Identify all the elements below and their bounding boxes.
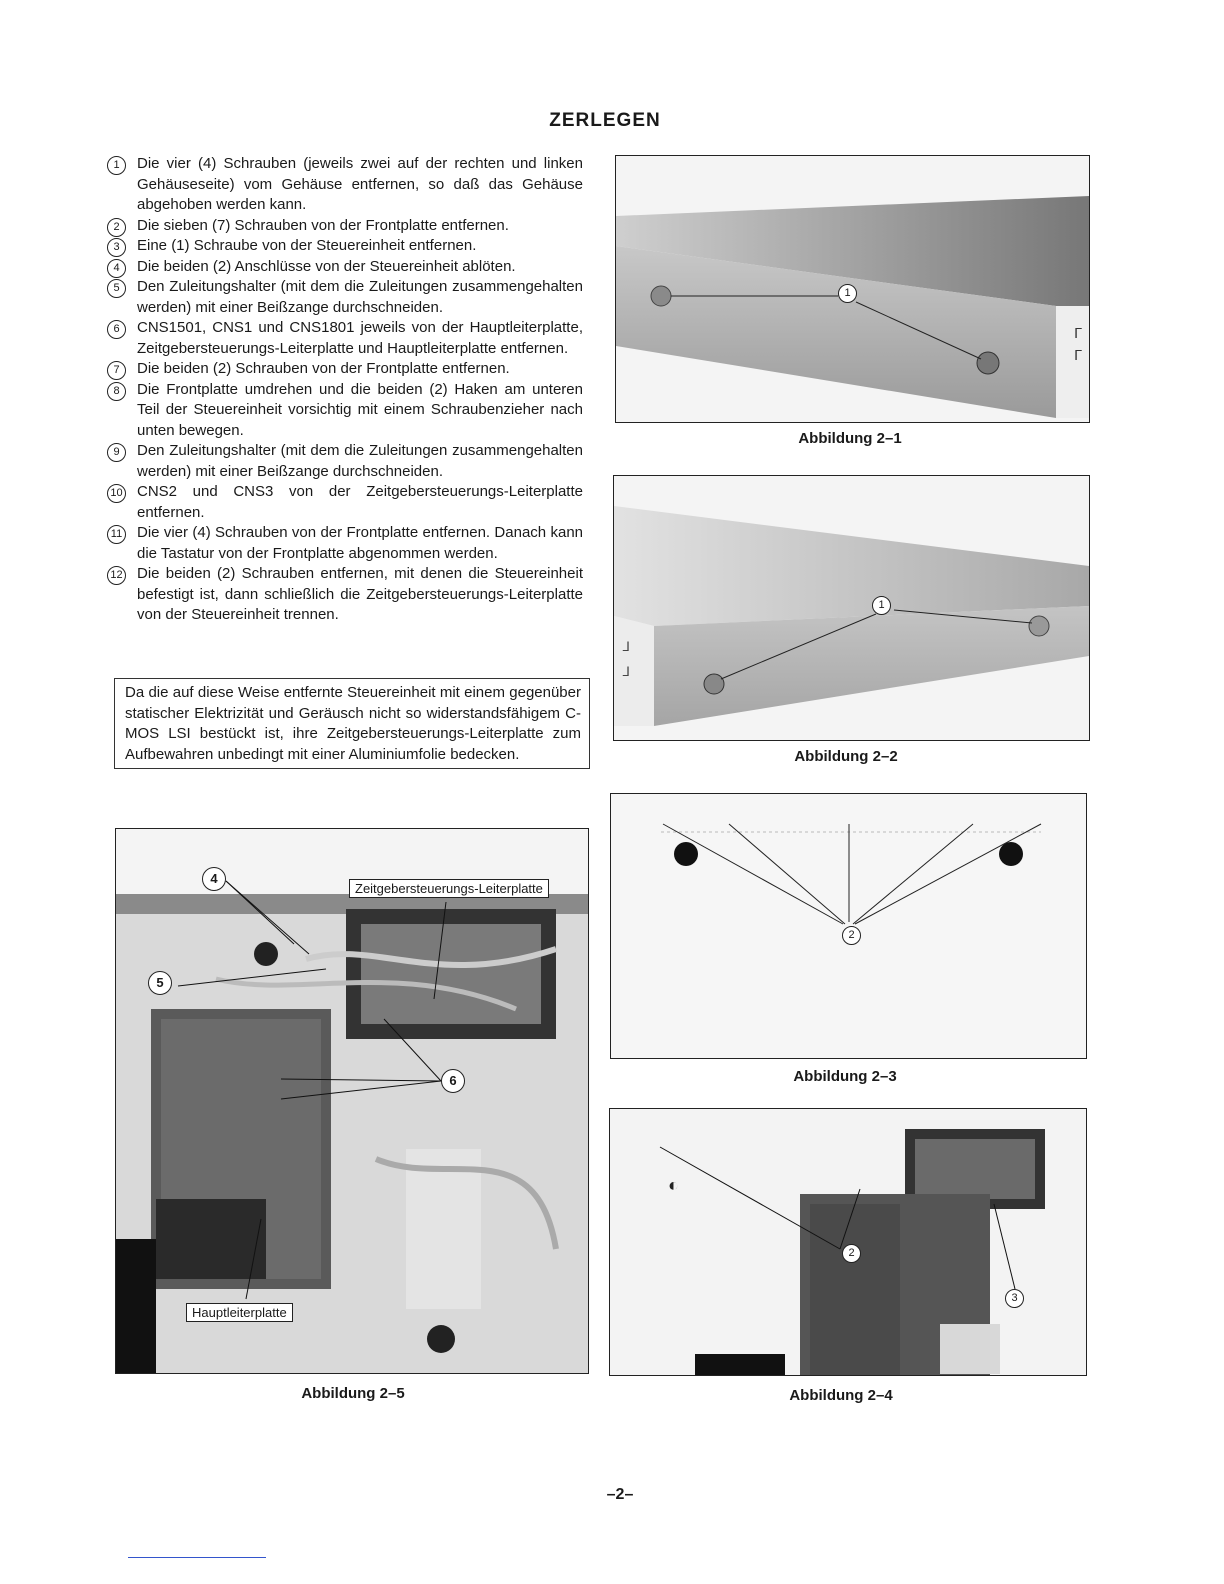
callout-1: 1: [838, 284, 857, 303]
figure-2-2-photo: [614, 476, 1089, 740]
step-number: 12: [107, 566, 126, 585]
svg-text:ᒥ: ᒥ: [1074, 347, 1082, 363]
step-item: [107, 359, 583, 380]
figure-2-3-caption: Abbildung 2–3: [793, 1068, 897, 1085]
step-item: [107, 380, 583, 442]
callout-3: 3: [1005, 1289, 1024, 1308]
step-number: 5: [107, 279, 126, 298]
figure-2-2: [613, 475, 1090, 741]
svg-text:ᒧ: ᒧ: [622, 664, 630, 679]
step-item: [107, 216, 583, 237]
timer-board-label: Zeitgebersteuerungs-Leiterplatte: [349, 879, 549, 898]
figure-2-1: [615, 155, 1090, 423]
step-item: [107, 441, 583, 482]
step-text: Die beiden (2) Schrauben von der Frontplatte entfernen.: [137, 360, 510, 377]
step-text: Die beiden (2) Schrauben entfernen, mit denen die Steuereinheit befestigt ist, dann schließlich die Zeitgebersteuerungs-Leiterplatte von der Steuereinheit trennen.: [137, 565, 583, 623]
callout-4: 4: [202, 867, 226, 891]
step-item: [107, 154, 583, 216]
step-text: Den Zuleitungshalter (mit dem die Zuleitungen zusammengehalten werden) mit einer Beißzange durchschneiden.: [137, 278, 583, 316]
svg-text:ᒥ: ᒥ: [1074, 325, 1082, 341]
step-number: 4: [107, 259, 126, 278]
step-item: [107, 564, 583, 626]
step-item: [107, 277, 583, 318]
step-text: Die vier (4) Schrauben von der Frontplatte entfernen. Danach kann die Tastatur von der Frontplatte abgenommen werden.: [137, 524, 583, 562]
step-text: Eine (1) Schraube von der Steuereinheit entfernen.: [137, 237, 477, 254]
step-number: 7: [107, 361, 126, 380]
step-text: Den Zuleitungshalter (mit dem die Zuleitungen zusammengehalten werden) mit einer Beißzange durchschneiden.: [137, 442, 583, 480]
callout-1: 1: [872, 596, 891, 615]
figure-2-4-caption: Abbildung 2–4: [789, 1387, 893, 1404]
disassembly-steps: [107, 154, 583, 626]
step-text: Die vier (4) Schrauben (jeweils zwei auf der rechten und linken Gehäuseseite) vom Gehäuse entfernen, so daß das Gehäuse abgehoben werden kann.: [137, 155, 583, 213]
step-item: [107, 236, 583, 257]
callout-6: 6: [441, 1069, 465, 1093]
step-item: [107, 523, 583, 564]
page-number: –2–: [606, 1486, 634, 1503]
figure-2-1-caption: Abbildung 2–1: [798, 430, 902, 447]
step-text: Die Frontplatte umdrehen und die beiden (2) Haken am unteren Teil der Steuereinheit vorsichtig mit einem Schraubenzieher nach unten bewegen.: [137, 380, 583, 439]
main-board-label: Hauptleiterplatte: [186, 1303, 293, 1322]
step-item: [107, 257, 583, 278]
figure-2-2-caption: Abbildung 2–2: [794, 748, 898, 765]
svg-text:ᒧ: ᒧ: [622, 639, 630, 654]
step-number: 10: [107, 484, 126, 503]
figure-2-3: [610, 793, 1087, 1059]
callout-5: 5: [148, 971, 172, 995]
figure-2-4: [609, 1108, 1087, 1376]
step-text: Die sieben (7) Schrauben von der Frontplatte entfernen.: [137, 216, 509, 234]
figure-2-5: [115, 828, 589, 1374]
step-number: 8: [107, 382, 126, 401]
figure-2-5-photo: [116, 829, 588, 1373]
step-number: 6: [107, 320, 126, 339]
step-text: CNS1501, CNS1 und CNS1801 jeweils von der Hauptleiterplatte, Zeitgebersteuerungs-Leiterplatte und Hauptleiterplatte entfernen.: [137, 319, 583, 357]
page-divider: [128, 1557, 266, 1558]
callout-2: 2: [842, 926, 861, 945]
step-number: 3: [107, 238, 126, 257]
step-item: [107, 482, 583, 523]
step-number: 2: [107, 218, 126, 237]
step-number: 1: [107, 156, 126, 175]
step-number: 9: [107, 443, 126, 462]
step-text: CNS2 und CNS3 von der Zeitgebersteuerungs-Leiterplatte entfernen.: [137, 483, 583, 521]
step-item: [107, 318, 583, 359]
page-title: ZERLEGEN: [549, 110, 661, 131]
figure-2-4-photo: [610, 1109, 1086, 1375]
svg-text:◐: ◐: [668, 1175, 679, 1195]
step-number: 11: [107, 525, 126, 544]
callout-2: 2: [842, 1244, 861, 1263]
step-text: Die beiden (2) Anschlüsse von der Steuereinheit ablöten.: [137, 257, 516, 275]
figure-2-5-caption: Abbildung 2–5: [301, 1385, 405, 1402]
caution-note: Da die auf diese Weise entfernte Steuereinheit mit einem gegenüber statischer Elektrizität und Geräusch nicht so widerstandsfähigem C-MOS LSI bestückt ist, ihre Zeitgebersteuerungs-Leiterplatte zum Aufbewahren unbedingt mit einer Aluminiumfolie bedecken.: [114, 678, 590, 769]
